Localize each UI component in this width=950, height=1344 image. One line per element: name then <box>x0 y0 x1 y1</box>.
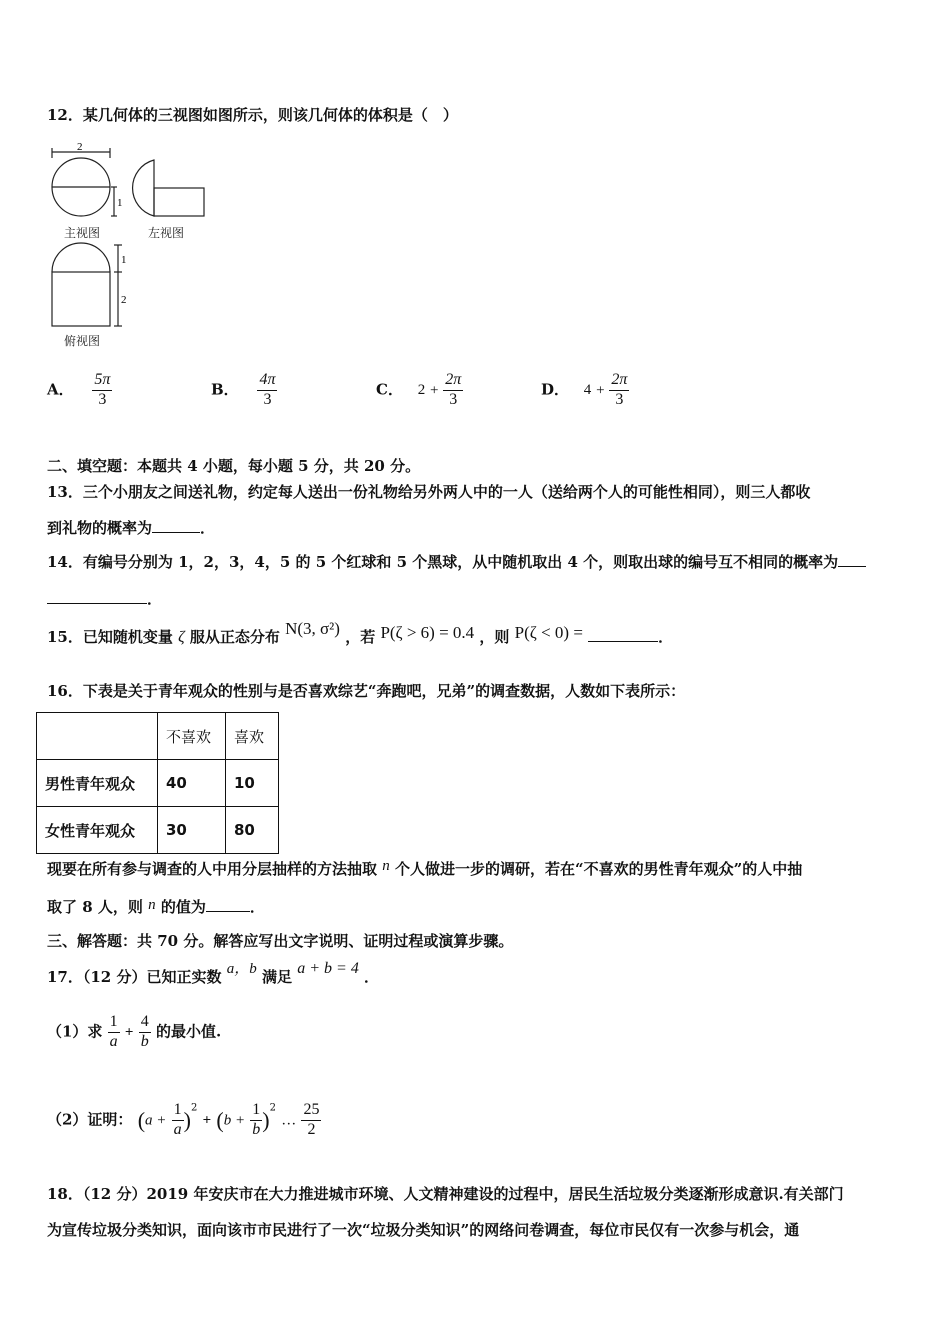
side-view <box>133 160 204 216</box>
option-a[interactable]: A． $\frac{5\pi}{3}$ <box>47 371 111 408</box>
table-row <box>37 807 279 854</box>
table-cell: 40 <box>158 760 226 807</box>
table-header: 不喜欢 <box>158 713 226 760</box>
q15-line: 15．已知随机变量 ζ 服从正态分布 N(3, σ²) ，若 P(ζ > 6) = 0.4 ，则 P(ζ < 0) = ． <box>47 619 674 646</box>
q14-line1: 14．有编号分别为 1，2，3，4，5 的 5 个红球和 5 个黑球，从中随机取出 4 个，则取出球的编号互不相同的概率为 <box>47 551 866 572</box>
section-3-heading: 三、解答题：共 70 分。解答应写出文字说明、证明过程或演算步骤。 <box>47 932 514 950</box>
table-cell: 10 <box>226 760 279 807</box>
table-cell <box>37 713 158 760</box>
option-letter: B． <box>211 380 239 399</box>
q12-stem: 12．某几何体的三视图如图所示，则该几何体的体积是（ ） <box>47 106 458 124</box>
q18-line2: 为宣传垃圾分类知识，面向该市市民进行了一次“垃圾分类知识”的网络问卷调查，每位市民仅有一次参与机会，通 <box>47 1221 800 1239</box>
table-cell: 30 <box>158 807 226 854</box>
dim-width: 2 <box>77 141 83 153</box>
option-letter: C． <box>376 380 403 399</box>
answer-blank[interactable] <box>838 552 866 567</box>
q14-line2: ． <box>47 588 162 609</box>
dim-top-arc: 1 <box>121 254 127 266</box>
option-b[interactable]: B． $\frac{4\pi}{3}$ <box>211 371 276 408</box>
q17-stem: 17．（12 分）已知正实数 a，b 满足 a + b = 4 ． <box>47 960 380 986</box>
option-c[interactable]: C． 2 + $\frac{2\pi}{3}$ <box>376 371 462 408</box>
section-2-heading: 二、填空题：本题共 4 小题，每小题 5 分，共 20 分。 <box>47 457 421 475</box>
q16-after-line2: 取了 8 人，则 n 的值为 ． <box>47 897 265 916</box>
answer-blank[interactable] <box>588 627 658 642</box>
table-cell: 男性青年观众 <box>37 760 158 807</box>
q16-stem: 16．下表是关于青年观众的性别与是否喜欢综艺“奔跑吧，兄弟”的调查数据，人数如下表所示： <box>47 682 686 700</box>
front-view <box>52 148 117 216</box>
q13-line1: 13．三个小朋友之间送礼物，约定每人送出一份礼物给另外两人中的一人（送给两个人的可能性相同），则三人都收 <box>47 483 811 501</box>
answer-blank[interactable] <box>152 518 200 533</box>
front-view-label: 主视图 <box>64 226 101 240</box>
three-view-figure <box>44 138 224 353</box>
q13-line2: 到礼物的概率为 ． <box>47 519 216 537</box>
top-view <box>52 243 122 326</box>
table-cell: 女性青年观众 <box>37 807 158 854</box>
q18-line1: 18．（12 分）2019 年安庆市在大力推进城市环境、人文精神建设的过程中，居民生活垃圾分类逐渐形成意识.有关部门 <box>47 1185 844 1203</box>
table-cell: 80 <box>226 807 279 854</box>
answer-blank[interactable] <box>47 589 147 604</box>
option-letter: D． <box>541 380 570 399</box>
answer-blank[interactable] <box>206 897 250 912</box>
option-letter: A． <box>47 380 74 399</box>
q16-after-line1: 现要在所有参与调查的人中用分层抽样的方法抽取 n 个人做进一步的调研，若在“不喜欢的男性青年观众”的人中抽 <box>47 858 803 878</box>
table-row <box>37 760 279 807</box>
dim-front-height: 1 <box>117 197 123 209</box>
table-header-row <box>37 713 279 760</box>
table-header: 喜欢 <box>226 713 279 760</box>
survey-table <box>36 712 279 854</box>
dim-top-rect: 2 <box>121 294 127 306</box>
q17-part1: （1）求 $\frac{1}{a}$ + $\frac{4}{b}$ 的最小值. <box>47 1013 222 1050</box>
top-view-label: 俯视图 <box>64 334 101 348</box>
option-d[interactable]: D． 4 + $\frac{2\pi}{3}$ <box>541 371 628 408</box>
side-view-label: 左视图 <box>148 226 185 240</box>
q17-part2: （2）证明： (a + $\frac{1}{a}$ )$^2$ + (b + $\frac{1}{b}$ )$^2$ … $\frac{25}{2}$ <box>47 1101 320 1138</box>
